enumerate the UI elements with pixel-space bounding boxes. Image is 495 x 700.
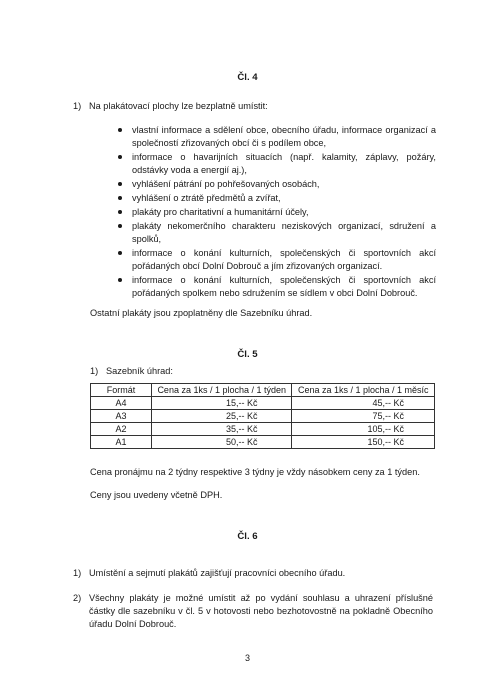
week-price-cell: 25,-- Kč (152, 410, 292, 423)
item-text: Na plakátovací plochy lze bezplatně umístit: (89, 101, 268, 111)
page-number: 3 (244, 653, 250, 663)
month-price-cell: 75,-- Kč (292, 410, 435, 423)
bullet-icon (118, 224, 122, 228)
format-cell: A3 (91, 410, 152, 423)
bullet-icon (118, 196, 122, 200)
item-number: 2) (73, 593, 82, 603)
article-4-heading: Čl. 4 (237, 72, 258, 83)
week-price-cell: 50,-- Kč (152, 436, 292, 449)
bullet-icon (118, 182, 122, 186)
bullet-icon (118, 251, 122, 255)
article-6-item-2 (73, 592, 433, 631)
week-price-cell: 15,-- Kč (152, 397, 292, 410)
format-cell: A1 (91, 436, 152, 449)
list-item: informace o konání kulturních, společenských či sportovních akcí pořádaných spolkem nebo sdružením se sídlem v obci Dolní Dobrouč. (116, 274, 436, 300)
article-6-item-1 (73, 567, 433, 580)
paid-posters-note: Ostatní plakáty jsou zpoplatněny dle Sazebníku úhrad. (90, 308, 313, 318)
list-item: informace o konání kulturních, společenských či sportovních akcí pořádaných obcí Dolní Dobrouč a jím zřizovaných organizací. (116, 247, 436, 273)
month-price-cell: 150,-- Kč (292, 436, 435, 449)
format-cell: A4 (91, 397, 152, 410)
article-5-item-1 (90, 365, 450, 378)
bullet-icon (118, 210, 122, 214)
article-5-heading: Čl. 5 (237, 349, 258, 360)
list-item: vyhlášení pátrání po pohřešovaných osobách, (116, 178, 436, 191)
table-row (91, 423, 435, 436)
format-cell: A2 (91, 423, 152, 436)
table-row (91, 410, 435, 423)
item-number: 1) (73, 568, 82, 578)
column-header-format: Formát (91, 384, 152, 397)
bullet-icon (118, 128, 122, 132)
list-item: plakáty nekomerčního charakteru neziskových organizací, sdružení a spolků, (116, 220, 436, 246)
item-text: Umístění a sejmutí plakátů zajišťují pracovníci obecního úřadu. (89, 568, 346, 578)
list-item: vlastní informace a sdělení obce, obecního úřadu, informace organizací a společností zřizovaných obcí či s podílem obce, (116, 124, 436, 150)
free-posting-list (116, 124, 436, 301)
list-item: vyhlášení o ztrátě předmětů a zvířat, (116, 192, 436, 205)
fee-table (90, 383, 435, 449)
column-header-month: Cena za 1ks / 1 plocha / 1 měsíc (292, 384, 435, 397)
bullet-icon (118, 278, 122, 282)
rental-multiplier-note: Cena pronájmu na 2 týdny respektive 3 týdny je vždy násobkem ceny za 1 týden. (90, 467, 420, 477)
table-row (91, 436, 435, 449)
month-price-cell: 105,-- Kč (292, 423, 435, 436)
vat-note: Ceny jsou uvedeny včetně DPH. (90, 490, 223, 500)
column-header-week: Cena za 1ks / 1 plocha / 1 týden (152, 384, 292, 397)
article-4-item-1 (73, 100, 433, 113)
list-item: plakáty pro charitativní a humanitární účely, (116, 206, 436, 219)
bullet-icon (118, 155, 122, 159)
item-number: 1) (90, 366, 99, 376)
table-row (91, 397, 435, 410)
item-text: Sazebník úhrad: (106, 366, 173, 376)
month-price-cell: 45,-- Kč (292, 397, 435, 410)
item-number: 1) (73, 101, 82, 111)
week-price-cell: 35,-- Kč (152, 423, 292, 436)
item-text: Všechny plakáty je možné umístit až po vydání souhlasu a uhrazení příslušné částky dle sazebníku v čl. 5 v hotovosti nebo bezhotovostně na pokladně Obecního úřadu Dolní Dobrouč. (89, 593, 433, 629)
list-item: informace o havarijních situacích (např. kalamity, záplavy, požáry, odstávky voda a energií aj.), (116, 151, 436, 177)
article-6-heading: Čl. 6 (237, 531, 258, 542)
table-header-row (91, 384, 435, 397)
